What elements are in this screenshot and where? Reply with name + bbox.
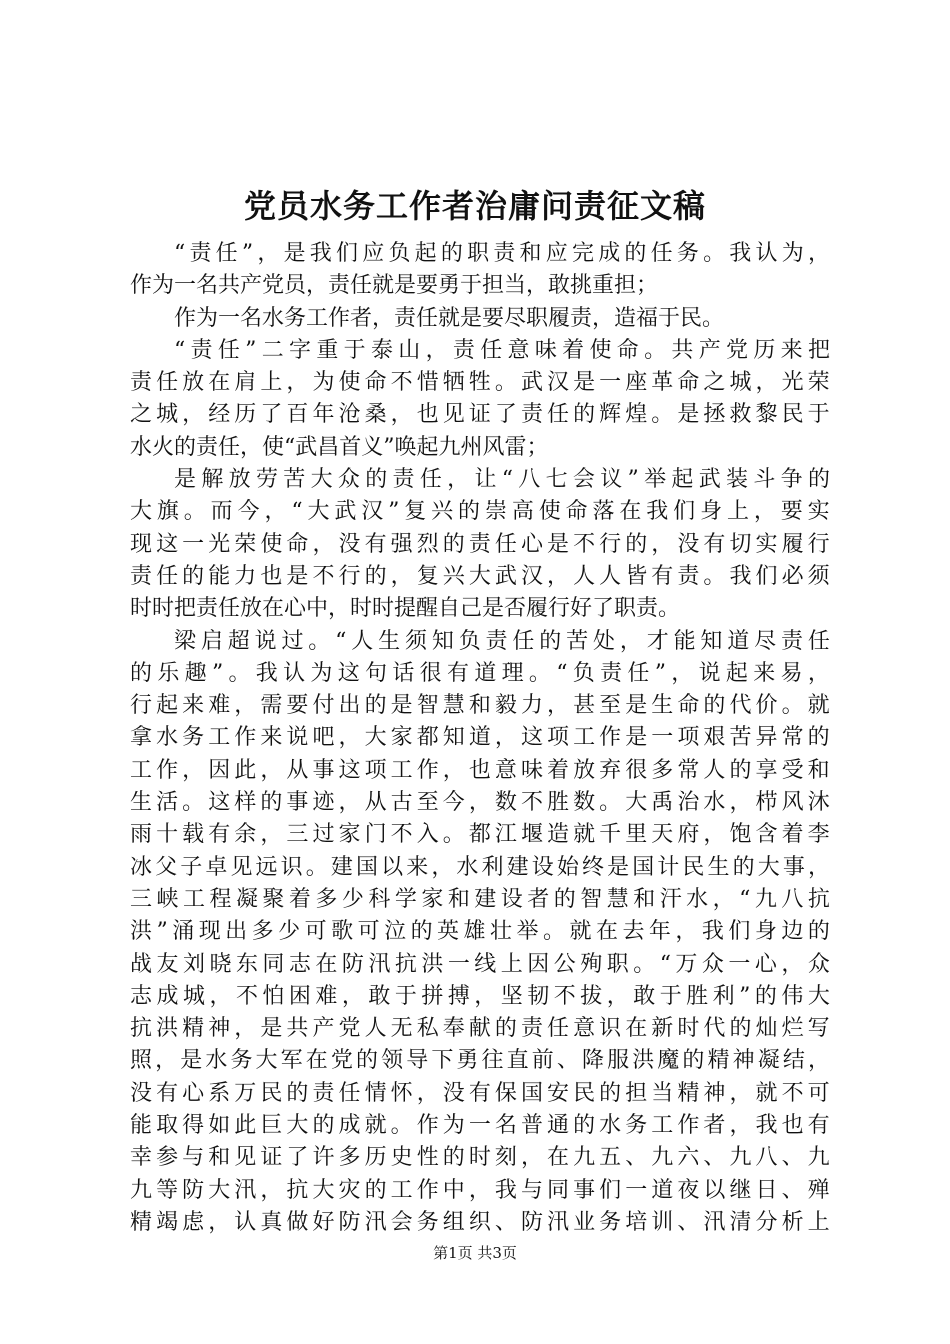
text-line: 抗 洪 精 神 ， 是 共 产 党 人 无 私 奉 献 的 责 任 意 识 在 新 时 代 的 灿 烂 写 [130,1016,830,1042]
document-body [130,238,830,1239]
text-line: 责 任 的 能 力 也 是 不 行 的 ， 复 兴 大 武 汉 ， 人 人 皆 有 责 。 我 们 必 须 [130,563,830,589]
text-line: 拿 水 务 工 作 来 说 吧 ， 大 家 都 知 道 ， 这 项 工 作 是 一 项 艰 苦 异 常 的 [130,725,830,751]
text-line: 作为一名水务工作者，责任就是要尽职履责，造福于民。 [174,305,725,331]
text-line: 生 活 。 这 样 的 事 迹 ， 从 古 至 今 ， 数 不 胜 数 。 大 禹 治 水 ， 栉 风 沐 [130,790,830,816]
text-line: 梁 启 超 说 过 。 “ 人 生 须 知 负 责 任 的 苦 处 ， 才 能 知 道 尽 责 任 [174,628,830,654]
text-line: “ 责 任 ” 二 字 重 于 泰 山 ， 责 任 意 味 着 使 命 。 共 产 党 历 来 把 [174,337,830,363]
text-line: 志 成 城 ， 不 怕 困 难 ， 敢 于 拼 搏 ， 坚 韧 不 拔 ， 敢 于 胜 利 ” 的 伟 大 [130,983,830,1009]
document-title: 党员水务工作者治庸问责征文稿 [243,187,706,225]
text-line: 战 友 刘 晓 东 同 志 在 防 汛 抗 洪 一 线 上 因 公 殉 职 。 “ 万 众 一 心 ， 众 [130,951,830,977]
text-line: 雨 十 载 有 余 ， 三 过 家 门 不 入 。 都 江 堰 造 就 千 里 天 府 ， 饱 含 着 李 [130,822,830,848]
text-line: 精 竭 虑 ， 认 真 做 好 防 汛 会 务 组 织 、 防 汛 业 务 培 训 、 汛 清 分 析 上 [130,1209,830,1235]
text-line: 洪 ” 涌 现 出 多 少 可 歌 可 泣 的 英 雄 壮 举 。 就 在 去 年 ， 我 们 身 边 的 [130,919,830,945]
text-line: 照 ， 是 水 务 大 军 在 党 的 领 导 下 勇 往 直 前 、 降 服 洪 魔 的 精 神 凝 结 ， [130,1048,830,1074]
page-footer: 第1页 共3页 [433,1244,517,1262]
text-line: “ 责 任 ” ， 是 我 们 应 负 起 的 职 责 和 应 完 成 的 任 务 。 我 认 为 ， [174,241,830,266]
text-line: 时时把责任放在心中，时时提醒自己是否履行好了职责。 [130,596,681,622]
text-line: 之 城 ， 经 历 了 百 年 沧 桑 ， 也 见 证 了 责 任 的 辉 煌 。 是 拯 救 黎 民 于 [130,402,830,428]
text-line: 的 乐 趣 ” 。 我 认 为 这 句 话 很 有 道 理 。 “ 负 责 任 ” ， 说 起 来 易 ， [130,660,830,686]
text-line: 大 旗 。 而 今 ， “ 大 武 汉 ” 复 兴 的 崇 高 使 命 落 在 我 们 身 上 ， 要 实 [130,499,830,525]
text-line: 行 起 来 难 ， 需 要 付 出 的 是 智 慧 和 毅 力 ， 甚 至 是 生 命 的 代 价 。 就 [130,693,830,719]
text-line: 能 取 得 如 此 巨 大 的 成 就 。 作 为 一 名 普 通 的 水 务 工 作 者 ， 我 也 有 [130,1113,830,1139]
text-line: 是 解 放 劳 苦 大 众 的 责 任 ， 让 “ 八 七 会 议 ” 举 起 武 装 斗 争 的 [174,467,830,493]
text-line: 现 这 一 光 荣 使 命 ， 没 有 强 烈 的 责 任 心 是 不 行 的 ， 没 有 切 实 履 行 [130,531,830,557]
text-line: 责 任 放 在 肩 上 ， 为 使 命 不 惜 牺 牲 。 武 汉 是 一 座 革 命 之 城 ， 光 荣 [130,370,830,396]
text-line: 工 作 ， 因 此 ， 从 事 这 项 工 作 ， 也 意 味 着 放 弃 很 多 常 人 的 享 受 和 [130,757,830,783]
text-line: 没 有 心 系 万 民 的 责 任 情 怀 ， 没 有 保 国 安 民 的 担 当 精 神 ， 就 不 可 [130,1080,830,1106]
text-line: 幸 参 与 和 见 证 了 许 多 历 史 性 的 时 刻 ， 在 九 五 、 九 六 、 九 八 、 九 [130,1145,830,1171]
text-line: 作为一名共产党员，责任就是要勇于担当，敢挑重担； [130,273,659,299]
text-line: 三 峡 工 程 凝 聚 着 多 少 科 学 家 和 建 设 者 的 智 慧 和 汗 水 ， “ 九 八 抗 [130,886,830,912]
text-line: 冰 父 子 卓 见 远 识 。 建 国 以 来 ， 水 利 建 设 始 终 是 国 计 民 生 的 大 事 ， [130,854,830,880]
text-line: 九 等 防 大 汛 ， 抗 大 灾 的 工 作 中 ， 我 与 同 事 们 一 道 夜 以 继 日 、 殚 [130,1177,830,1203]
text-line: 水火的责任，使“武昌首义”唤起九州风雷； [130,434,549,460]
